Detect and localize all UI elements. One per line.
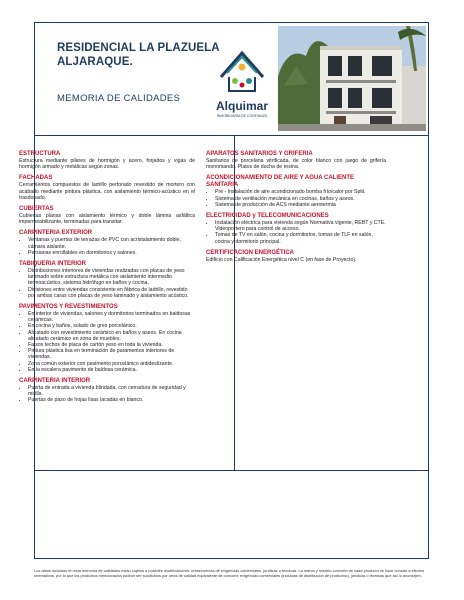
list-item: • Persianas enrollables en dormitorios y salones. <box>28 250 195 256</box>
house-logo-icon <box>205 43 279 99</box>
section-cubiertas <box>19 206 195 225</box>
section-text: Cerramientos compuestos de ladrillo perforado revestido de mortero con acabado mediante pintura plástica, con aislamiento térmico-acústico en el trasdosado. <box>19 182 195 201</box>
list-item: • En cocina y baños, solado de gres porcelánico. <box>28 323 195 329</box>
company-logo <box>205 43 279 131</box>
section-text: Sanitarios de porcelana vitrificada, de color blanco con juego de grifería monomando. Platos de ducha de resina. <box>206 158 386 171</box>
header-divider <box>35 135 428 136</box>
list-item: • En interior de viviendas, salones y dormitorios terminados en baldosas cerámicas. <box>28 311 195 323</box>
list-item: • Divisiones entre viviendas consistente en fábrica de ladrillo, revestido por ambas caras con placas de yeso laminado y aislamiento acústico. <box>28 287 195 299</box>
section-heading: FACHADAS <box>19 175 53 182</box>
section-text: Cubiertas planas con aislamiento térmico y doble lámina asfáltica impermeabilizante, terminadas para transitar. <box>19 213 195 226</box>
list-item: • Distribuciones interiores de viviendas realizadas con placas de yeso laminado sobre estructura metálica con aislamiento intermedio termoacústico, sistema hidrófugo en baños y cocina. <box>28 268 195 287</box>
section-heading: CARPINTERIA EXTERIOR <box>19 230 93 237</box>
list-item: • Alicatado con revestimiento cerámico en baños y aseos. En cocina alicatado cerámico en zona de muebles. <box>28 330 195 342</box>
title-line-2: ALJARAQUE. <box>57 56 133 68</box>
building-photo <box>278 26 426 131</box>
document-subtitle: MEMORIA DE CALIDADES <box>57 93 181 104</box>
section-carpinteria-interior <box>19 378 195 404</box>
list-item: • Puertas de paso de hojas lisas lacadas en blanco. <box>28 397 195 403</box>
logo-tagline: INMOBILIARIA DE CONFIANZA <box>216 114 268 118</box>
right-column <box>206 151 386 268</box>
section-heading: CUBIERTAS <box>19 206 54 213</box>
list-item: • Pre - Instalación de aire acondicionado bomba frío/calor por Split. <box>215 189 386 195</box>
section-text: Edificio con Calificación Energética nivel C (en fase de Proyecto). <box>206 256 357 263</box>
list-item: • Falsos techos de placa de cartón yeso en toda la vivienda. <box>28 342 195 348</box>
section-tabiqueria-interior <box>19 261 195 299</box>
list-item: • Instalación eléctrica para vivienda según Normativa vigente, REBT y CTE. Videoportero para control de acceso. <box>215 220 386 232</box>
list-item: • Ventanas y puertas de terrazas de PVC con acristalamiento doble, cámara aislante. <box>28 237 195 249</box>
bullet-list <box>19 385 195 404</box>
title-line-1: RESIDENCIAL LA PLAZUELA <box>57 42 220 54</box>
list-item: • Sistema de ventilación mecánica en cocinas, baños y aseos. <box>215 196 386 202</box>
list-item: • En la escalera pavimento de baldosa cerámica. <box>28 367 195 373</box>
section-heading: ELECTRICIDAD y TELECOMUNICACIONES <box>206 213 329 220</box>
section-fachadas <box>19 175 195 201</box>
section-heading: PAVIMENTOS Y REVESTIMIENTOS <box>19 304 118 311</box>
section-certificacion <box>206 250 386 263</box>
list-item: • Puerta de entrada a vivienda blindada, con cerradura de seguridad y mirilla. <box>28 385 195 397</box>
section-text: Estructura mediante pilares de hormigón y acero, forjados y vigas de hormigón armado y metálicas según zonas. <box>19 158 195 171</box>
section-pavimentos <box>19 304 195 373</box>
list-item: • Zona común exterior con pavimento porcelánico antideslizante. <box>28 361 195 367</box>
section-heading: CARPINTERIA INTERIOR <box>19 378 91 385</box>
bullet-list <box>206 220 386 245</box>
list-item: • Pintura plástica lisa en terminación de paramentos interiores de viviendas. <box>28 348 195 360</box>
bullet-list <box>206 189 386 208</box>
left-column <box>19 151 195 409</box>
content-bottom-divider <box>35 470 428 471</box>
section-acondicionamiento <box>206 175 386 208</box>
section-carpinteria-exterior <box>19 230 195 256</box>
list-item: • Sistema de producción de ACS mediante aerotermia <box>215 202 386 208</box>
list-item: • Tomas de TV en salón, cocina y dormitorios, tomas de TLF en salón, cocina y dormitorio principal. <box>215 232 386 244</box>
section-electricidad <box>206 213 386 245</box>
section-heading: APARATOS SANITARIOS Y GRIFERIA <box>206 151 313 157</box>
legal-disclaimer: Los datos incluidos en esta memoria de calidades están sujetos a posibles modificaciones consecuencia de exigencias comerciales, jurídicas o técnicas. La marca y modelo concreto de cada producto se hace constar a efectos orientativos, por lo que los productos mencionados podrán ser sustituidos por otros de calidad equivalente de concurrir exigencias comerciales (incluidas de distribución de productos), jurídicas o técnicas que así lo aconsejen. <box>34 568 425 578</box>
bullet-list <box>19 268 195 299</box>
section-heading: CERTIFICACION ENERGÉTICA <box>206 249 295 256</box>
section-estructura <box>19 151 195 170</box>
section-heading: TABIQUERIA INTERIOR <box>19 261 86 268</box>
logo-wordmark: Alquimar <box>215 99 268 113</box>
section-heading: ACONDICIONAMIENTO DE AIRE Y AGUA CALIENTE SANITARIA <box>206 175 355 189</box>
section-heading: ESTRUCTURA <box>19 151 61 157</box>
bullet-list <box>19 237 195 256</box>
bullet-list <box>19 311 195 373</box>
section-sanitarios <box>206 151 386 170</box>
